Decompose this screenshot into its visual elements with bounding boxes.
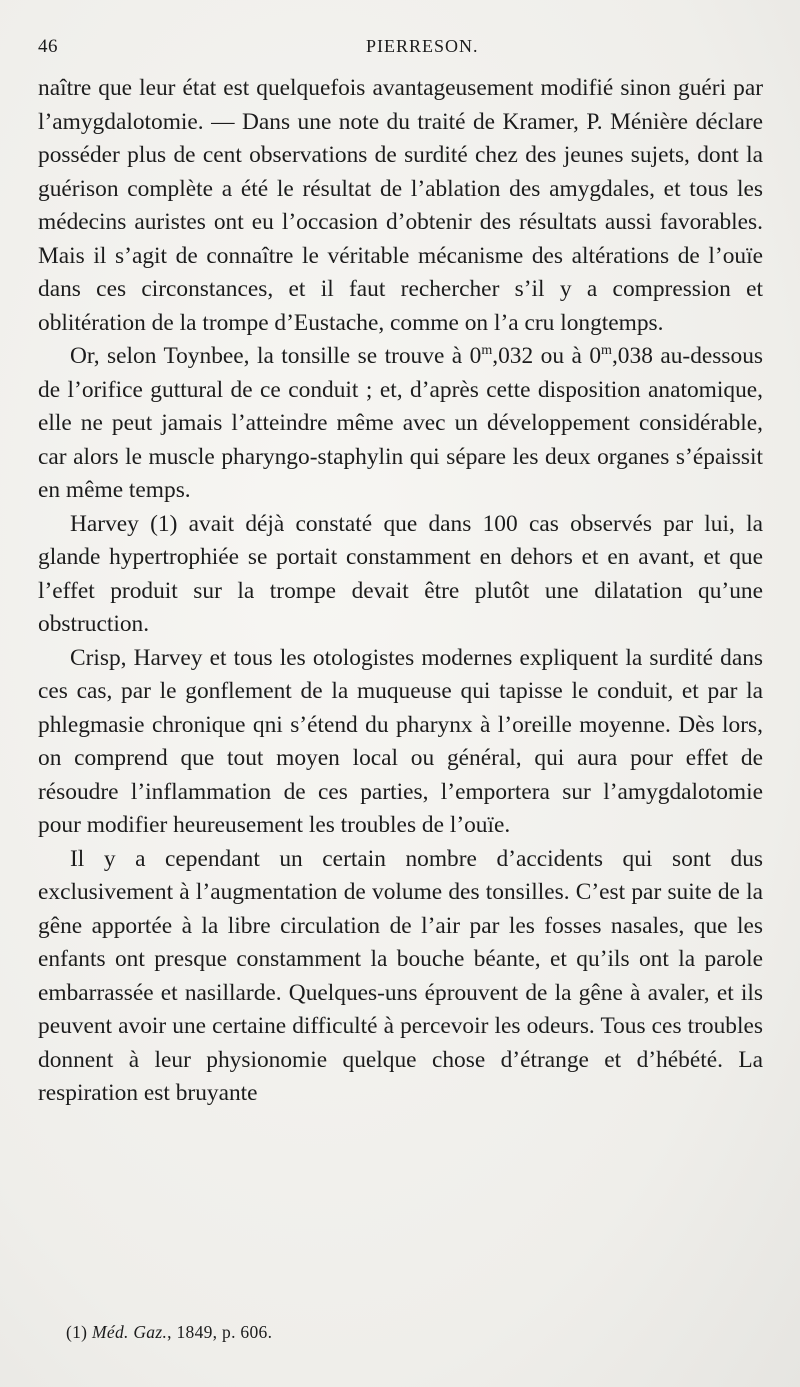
superscript-unit: m [601,341,612,358]
footnote [66,1322,272,1343]
paragraph [38,843,763,1111]
superscript-unit: m [481,341,493,358]
paragraph-text: Or, selon Toynbee, la tonsille se trouve à 0 [70,343,482,369]
paragraph-text: Il y a cependant un certain nombre d’accidents qui sont dus exclusivement à l’augmentation de volume des tonsilles. C’est par suite de la gêne apportée à la libre circulation de l’air par les fosses nasales, que les enfants ont presque constamment la bouche béante, et qu’ils ont la parole embarrassée et nasillarde. Quelques-uns éprouvent de la gêne à avaler, et ils peuvent avoir une certaine difficulté à percevoir les odeurs. Tous ces troubles donnent à leur physionomie quelque chose d’étrange et d’hébété. La respiration est bruyante [38,845,763,1106]
paragraph [38,642,763,843]
paragraph [38,340,763,508]
paragraph-text: Crisp, Harvey et tous les otologistes modernes expliquent la surdité dans ces cas, par le gonflement de la muqueuse qui tapisse le conduit, et par la phlegmasie chronique qni s’étend du pharynx à l’oreille moyenne. Dès lors, on comprend que tout moyen local ou général, qui aura pour effet de résoudre l’inflammation de ces parties, l’emportera sur l’amygdalotomie pour modifier heureusement les troubles de l’ouïe. [38,644,763,838]
paragraph [38,508,763,642]
footnote-source: Méd. Gaz. [92,1322,168,1342]
paragraph [38,72,763,340]
paragraph-text: Harvey (1) avait déjà constaté que dans 100 cas observés par lui, la glande hypertrophiée se portait constamment en dehors et en avant, et que l’effet produit sur la trompe devait être plutôt une dilatation qu’une obstruction. [38,510,763,637]
paragraph-text: ,032 ou à 0 [492,343,602,369]
footnote-marker: (1) [66,1322,88,1342]
footnote-details: , 1849, p. 606. [167,1322,273,1342]
paragraph-text: ,038 au-dessous de l’orifice guttural de ce conduit ; et, d’après cette disposition anatomique, elle ne peut jamais l’atteindre même avec un développement considérable, car alors le muscle pharyngo-staphylin qui sépare les deux organes s’épaissit en même temps. [38,343,763,503]
page-number: 46 [38,36,58,57]
body-text [38,72,763,1111]
paragraph-text: naître que leur état est quelquefois avantageusement modifié sinon guéri par l’amygdalotomie. — Dans une note du traité de Kramer, P. Ménière déclare posséder plus de cent observations de surdité chez des jeunes sujets, dont la guérison complète a été le résultat de l’ablation des amygdales, et tous les médecins auristes ont eu l’occasion d’obtenir des résultats aussi favorables. Mais il s’agit de connaître le véritable mécanisme des altérations de l’ouïe dans ces circonstances, et il faut rechercher s’il y a compression et oblitération de la trompe d’Eustache, comme on l’a cru longtemps. [38,75,763,336]
running-head: PIERRESON. [366,36,479,56]
page-header [38,36,763,66]
